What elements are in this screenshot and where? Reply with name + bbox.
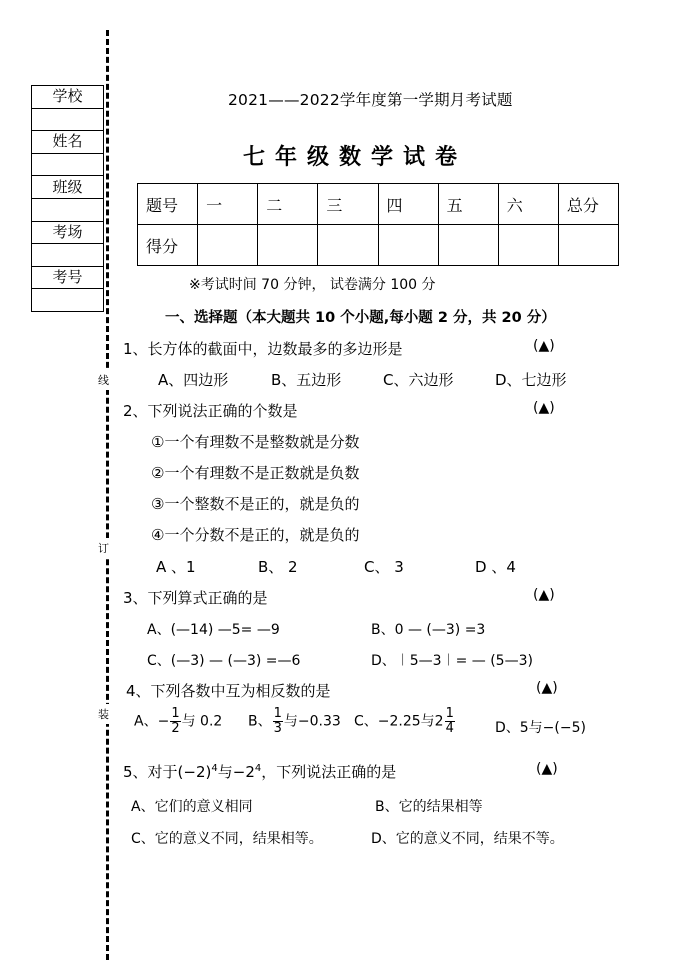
score-table-score-row [138,225,619,266]
question-5-stem [123,761,396,782]
question-4-option-b [248,707,341,736]
question-3-stem: 3、下列算式正确的是 [123,589,268,607]
binding-char-line: 线 [98,370,109,390]
exam-number-label: 考号 [32,266,104,289]
question-4-option-a [134,707,222,736]
option-c-prefix: C、−2.25与2 [354,713,444,730]
question-1-option-a: A、四边形 [158,371,229,389]
answer-mark: (▲) [536,680,558,696]
question-5-option-d: D、它的意义不同，结果不等。 [371,831,564,847]
answer-mark: (▲) [533,587,555,603]
question-1-stem: 1、长方体的截面中，边数最多的多边形是 [123,340,403,358]
score-input-cell[interactable] [318,225,378,266]
fraction [445,707,455,736]
question-2-statement-4: ④一个分数不是正的，就是负的 [151,526,360,544]
score-table-header-row [138,184,619,225]
exponent: 4 [211,763,218,774]
name-label: 姓名 [32,131,104,154]
question-4-option-d: D、5与−(−5) [495,720,586,736]
exam-title: 2021——2022学年度第一学期月考试题 [228,91,513,109]
score-input-cell[interactable] [558,225,618,266]
score-cell: 二 [258,184,318,225]
question-2-statement-1: ①一个有理数不是整数就是分数 [151,433,360,451]
option-a-suffix: 与 0.2 [181,713,223,730]
question-1-option-b: B、五边形 [271,371,342,389]
score-cell: 五 [438,184,498,225]
question-2-option-a: A 、1 [156,558,196,576]
answer-mark: (▲) [533,338,555,354]
denominator: 4 [445,721,454,736]
question-4-stem: 4、下列各数中互为相反数的是 [126,682,331,700]
stem-part: 与−2 [217,763,255,781]
score-input-cell[interactable] [438,225,498,266]
answer-mark: (▲) [536,761,558,777]
score-cell: 题号 [138,184,198,225]
name-field[interactable] [32,153,104,176]
question-3-option-a: A、(—14) —5= —9 [147,622,280,638]
question-1-option-c: C、六边形 [383,371,454,389]
student-info-table [31,85,104,312]
score-cell: 一 [198,184,258,225]
option-a-prefix: A、− [134,713,170,730]
exam-note: ※考试时间 70 分钟， 试卷满分 100 分 [189,277,436,293]
fraction [170,707,180,736]
exam-room-label: 考场 [32,221,104,244]
score-table [137,183,619,266]
question-2-statement-2: ②一个有理数不是正数就是负数 [151,464,360,482]
exam-room-field[interactable] [32,244,104,267]
question-3-option-b: B、0 — (—3) =3 [371,622,486,638]
score-cell: 六 [498,184,558,225]
question-2-option-c: C、 3 [364,558,404,576]
exam-number-field[interactable] [32,289,104,312]
binding-char-order: 订 [98,538,109,558]
question-2-statement-3: ③一个整数不是正的，就是负的 [151,495,360,513]
score-cell: 四 [378,184,438,225]
score-cell: 总分 [558,184,618,225]
school-label: 学校 [32,86,104,109]
score-cell: 三 [318,184,378,225]
exponent: 4 [254,763,262,774]
answer-mark: (▲) [533,400,555,416]
question-5-option-c: C、它的意义不同，结果相等。 [131,831,323,847]
section-heading-choice: 一、选择题（本大题共 10 个小题,每小题 2 分，共 20 分） [165,310,556,326]
binding-char-install: 装 [98,704,109,724]
question-5-option-b: B、它的结果相等 [375,799,483,815]
question-2-stem: 2、下列说法正确的个数是 [123,402,298,420]
numerator: 1 [171,706,180,721]
score-row-label: 得分 [138,225,198,266]
question-2-option-d: D 、4 [475,558,516,576]
score-input-cell[interactable] [198,225,258,266]
binding-dashed-line [106,30,109,960]
score-input-cell[interactable] [378,225,438,266]
school-field[interactable] [32,108,104,131]
numerator: 1 [445,706,454,721]
question-5-option-a: A、它们的意义相同 [131,799,253,815]
option-b-suffix: 与−0.33 [283,713,341,730]
fraction [273,707,283,736]
denominator: 2 [171,721,180,736]
score-input-cell[interactable] [258,225,318,266]
question-3-option-d: D、︱5—3︱= — (5—3) [371,653,533,669]
question-1-option-d: D、七边形 [495,371,567,389]
class-field[interactable] [32,198,104,221]
denominator: 3 [273,721,282,736]
question-2-option-b: B、 2 [258,558,298,576]
score-input-cell[interactable] [498,225,558,266]
class-label: 班级 [32,176,104,199]
stem-part: ，下列说法正确的是 [261,763,397,781]
paper-title: 七年级数学试卷 [243,145,468,170]
question-3-option-c: C、(—3) — (—3) =—6 [147,653,301,669]
question-4-option-c [354,707,456,736]
numerator: 1 [273,706,282,721]
stem-part: 5、对于(−2) [123,763,212,781]
option-b-prefix: B、 [248,713,272,730]
